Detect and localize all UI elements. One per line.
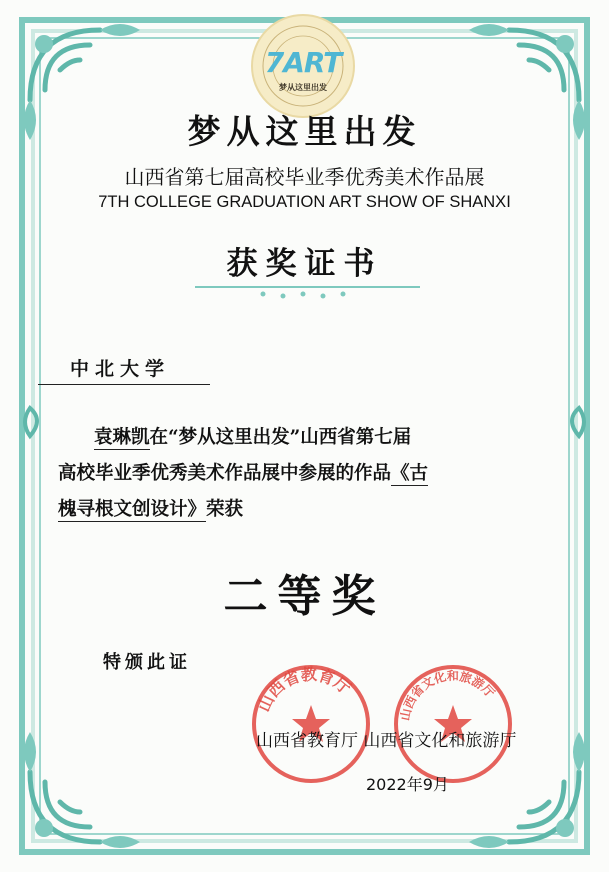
culture-tourism-department-seal	[392, 663, 514, 785]
logo-slogan: 梦从这里出发	[279, 82, 327, 92]
body-line-2	[58, 456, 558, 492]
hereby-text: 特颁此证	[103, 652, 191, 673]
exhibition-logo	[251, 14, 355, 118]
exhibition-title-cn: 山西省第七届高校毕业季优秀美术作品展	[124, 165, 485, 189]
recipient-school: 中北大学	[70, 358, 171, 380]
seal-left-text: 山西省教育厅	[254, 664, 355, 715]
seal-right-text: 山西省文化和旅游厅	[397, 668, 498, 722]
issuing-departments: 山西省教育厅 山西省文化和旅游厅	[256, 731, 517, 751]
education-department-seal	[250, 663, 372, 785]
recipient-underline	[38, 384, 210, 385]
winner-name: 袁琳凯	[94, 427, 150, 448]
body-text-2: 高校毕业季优秀美术作品展中参展的作品	[58, 463, 392, 484]
body-text-1: 在“梦从这里出发”山西省第七届	[149, 427, 412, 448]
work-title-part1: 《古	[391, 463, 429, 484]
svg-text:山西省教育厅	[254, 665, 354, 715]
certificate-body	[58, 420, 558, 528]
body-line-1	[58, 420, 558, 456]
award-verb: 荣获	[206, 499, 244, 520]
body-line-3	[58, 492, 558, 528]
work-title-part2: 槐寻根文创设计》	[58, 499, 207, 520]
logo-7art-mark: 7ART	[264, 46, 342, 79]
award-level: 二等奖	[223, 571, 386, 622]
certificate-title: 获奖证书	[226, 246, 383, 282]
issue-date: 2022年9月	[366, 775, 449, 794]
slogan: 梦从这里出发	[187, 112, 422, 151]
exhibition-title-en: 7TH COLLEGE GRADUATION ART SHOW OF SHANXI	[98, 193, 511, 211]
